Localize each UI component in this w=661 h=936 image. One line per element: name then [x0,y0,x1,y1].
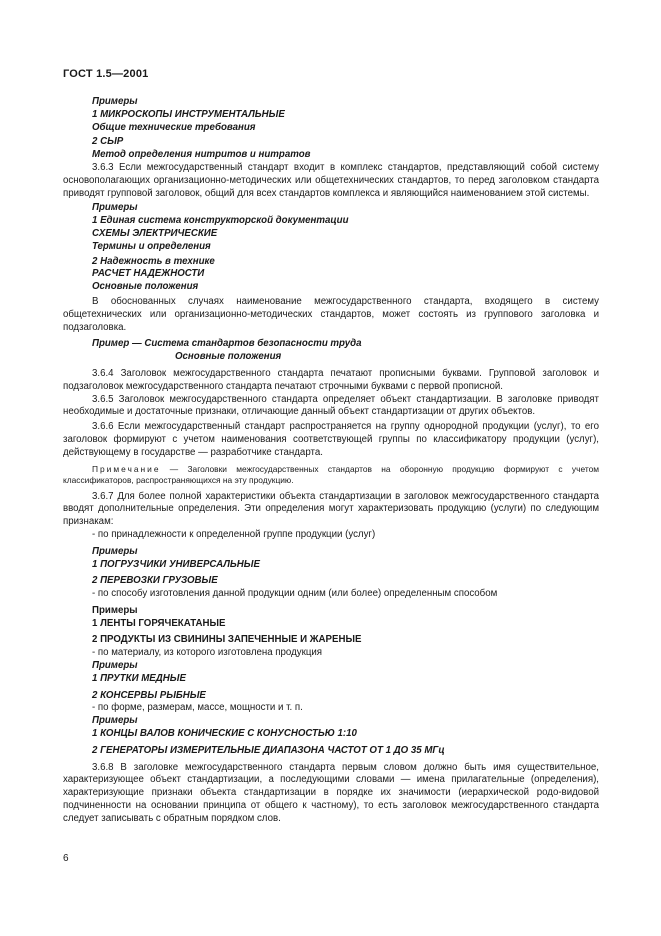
example-title: РАСЧЕТ НАДЕЖНОСТИ [92,268,205,280]
example-group-title: 2 Надежность в технике [92,255,215,267]
clause-3-6-4: 3.6.4 Заголовок межгосударственного стандарта печатают прописными буквами. Групповой заголовок и подзаголовок межгосударственного стандарта печатают строчными буквами с первой прописной. [63,367,599,392]
example-title: 2 СЫР [92,136,124,148]
running-header: ГОСТ 1.5—2001 [63,68,149,80]
example-title: 1 МИКРОСКОПЫ ИНСТРУМЕНТАЛЬНЫЕ [92,108,285,120]
example-subtitle: Метод определения нитритов и нитратов [92,149,311,161]
example-title: СХЕМЫ ЭЛЕКТРИЧЕСКИЕ [92,227,218,239]
example-subtitle: Общие технические требования [92,121,256,133]
example-title: 1 КОНЦЫ ВАЛОВ КОНИЧЕСКИЕ С КОНУСНОСТЬЮ 1:10 [92,728,357,740]
examples-heading: Примеры [92,715,138,727]
examples-heading: Примеры [92,604,138,616]
clause-3-6-7: 3.6.7 Для более полной характеристики объекта стандартизации в заголовок межгосударственного стандарта вводят дополнительные определения. Эти определения могут характеризовать продукцию (услуги) по следующим признакам: [63,490,599,528]
example-line: Пример — Система стандартов безопасности труда [92,338,362,350]
criterion-dash-item: - по принадлежности к определенной группе продукции (услуг) [92,528,376,540]
note-label: Примечание [92,463,161,474]
example-title: 2 ГЕНЕРАТОРЫ ИЗМЕРИТЕЛЬНЫЕ ДИАПАЗОНА ЧАСТОТ ОТ 1 ДО 35 МГц [92,744,445,756]
examples-heading: Примеры [92,660,138,672]
examples-heading: Примеры [92,545,138,557]
example-subtitle: Основные положения [175,351,282,363]
examples-heading: Примеры [92,202,138,214]
example-title: 2 ПРОДУКТЫ ИЗ СВИНИНЫ ЗАПЕЧЕННЫЕ И ЖАРЕНЫЕ [92,634,362,646]
example-group-title: 1 Единая система конструкторской документации [92,215,349,227]
criterion-dash-item: - по способу изготовления данной продукции одним (или более) определенным способом [92,588,498,600]
clause-3-6-6: 3.6.6 Если межгосударственный стандарт распространяется на группу однородной продукции (услуг), то его заголовок формируют с учетом наименования соответствующей группы по классификатору продукции (услуг), действующему в государстве — разработчике стандарта. [63,421,599,458]
note-text: — Заголовки межгосударственных стандартов на оборонную продукцию формируют с учетом классификаторов, распространяющихся на эту продукцию. [63,463,599,486]
clause-3-6-3: 3.6.3 Если межгосударственный стандарт входит в комплекс стандартов, представляющий собой систему основополагающих организационно-методических или общетехнических стандартов, то перед заголовком стандарта приводят групповой заголовок, общий для всех стандартов комплекса и являющийся наименованием этой системы. [63,161,599,199]
example-subtitle: Основные положения [92,281,199,293]
clause-3-6-8: 3.6.8 В заголовке межгосударственного стандарта первым словом должно быть имя существительное, характеризующее объект стандартизации, а последующими словами — имена прилагательные (определения), характеризующие признаки объекта стандартизации в порядке их значимости (иерархической родо-видовой подчиненности на основании принципа от общего к частному), то есть заголовок межгосударственного стандарта следует записывать с обратным порядком слов. [63,761,599,824]
page-body [63,96,599,826]
note [63,464,599,487]
paragraph-justified-cases: В обоснованных случаях наименование межгосударственного стандарта, входящего в систему общетехнических или организационно-методических стандартов, может состоять из группового заголовка и подзаголовка. [63,295,599,333]
example-title: 2 КОНСЕРВЫ РЫБНЫЕ [92,689,206,701]
criterion-dash-item: - по форме, размерам, массе, мощности и т. п. [92,702,303,714]
example-subtitle: Термины и определения [92,240,211,252]
criterion-dash-item: - по материалу, из которого изготовлена продукция [92,647,323,659]
page-number: 6 [63,853,69,864]
example-title: 1 ПРУТКИ МЕДНЫЕ [92,672,186,684]
example-title: 2 ПЕРЕВОЗКИ ГРУЗОВЫЕ [92,575,218,587]
example-title: 1 ПОГРУЗЧИКИ УНИВЕРСАЛЬНЫЕ [92,558,260,570]
examples-heading: Примеры [92,96,138,107]
clause-3-6-5: 3.6.5 Заголовок межгосударственного стандарта определяет объект стандартизации. В заголовке приводят необходимые и достаточные признаки, отличающие данный объект стандартизации от других объектов. [63,393,599,418]
example-title: 1 ЛЕНТЫ ГОРЯЧЕКАТАНЫЕ [92,617,226,629]
